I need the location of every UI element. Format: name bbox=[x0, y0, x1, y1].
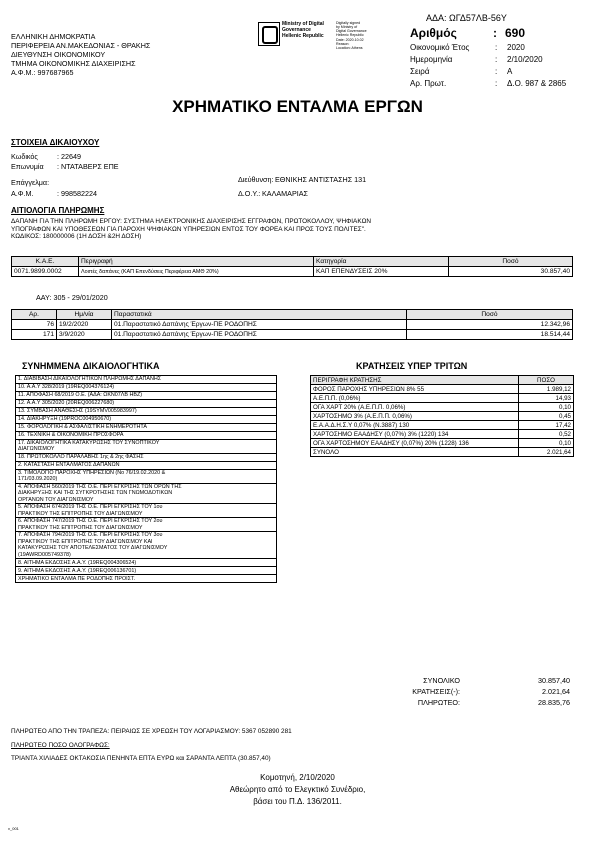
supporting-text: 7. ΑΠΟΦΑΣΗ 794/2019 ΤΗΣ Ο.Ε. ΠΕΡΙ ΕΓΚΡΙΣΗΣ ΤΟΥ 3ου bbox=[18, 532, 163, 539]
footer-line: Αθεώρητο από το Ελεγκτικό Συνέδριο, bbox=[229, 785, 366, 794]
summary-value: 28.835,76 bbox=[538, 698, 570, 707]
summary-value: 2.021,64 bbox=[542, 687, 570, 696]
supporting-item bbox=[16, 518, 277, 532]
supporting-item bbox=[16, 575, 277, 583]
supporting-item bbox=[16, 432, 277, 440]
supporting-cell bbox=[16, 408, 277, 416]
version-code: v_001 bbox=[8, 826, 19, 831]
supporting-cell bbox=[16, 575, 277, 583]
supporting-cell bbox=[16, 416, 277, 424]
ministry-block bbox=[282, 22, 324, 39]
table-row bbox=[12, 320, 573, 330]
meta-row: Οικονομικό Έτος : 2020 bbox=[410, 43, 590, 55]
ministry-line: Hellenic Republic bbox=[282, 32, 324, 39]
issuer-line: Α.Φ.Μ.: 997687965 bbox=[11, 68, 74, 77]
supporting-text: 6. ΑΠΟΦΑΣΗ 747/2019 ΤΗΣ Ο.Ε. ΠΕΡΙ ΕΓΚΡΙΣΗΣ ΤΟΥ 2ου bbox=[18, 518, 163, 525]
table-cell: 01.Παραστατικό Δαπάνης Έργων-ΠΕ ΡΟΔΟΠΗΣ bbox=[112, 330, 407, 340]
supporting-text: 1. ΔΙΑΒΙΒΑΣΗ ΔΙΚΑΙΟΛΟΓΗΤΙΚΩΝ ΠΛΗΡΩΜΗΣ ΔΑΠΑΝΗΣ bbox=[18, 376, 162, 383]
deduction-amount: 0,45 bbox=[519, 412, 574, 421]
supporting-cell bbox=[16, 392, 277, 400]
supporting-text: ΠΡΑΚΤΙΚΟΥ ΤΗΣ ΕΠΙΤΡΟΠΗΣ ΤΟΥ ΔΙΑΓΩΝΙΣΜΟΥ ΚΑΙ bbox=[18, 538, 153, 545]
signature-line: Date: 2020.10.02 bbox=[336, 37, 364, 42]
supporting-cell bbox=[16, 518, 277, 532]
table-row bbox=[12, 267, 573, 277]
meta-label: Οικονομικό Έτος bbox=[410, 43, 470, 52]
table-row bbox=[311, 394, 574, 403]
supporting-heading: ΣΥΝΗΜΜΕΝΑ ΔΙΚΑΙΟΛΟΓΗΤΙΚΑ bbox=[22, 361, 160, 371]
number-value: 690 bbox=[505, 26, 526, 40]
meta-value: 2/10/2020 bbox=[507, 55, 543, 64]
payment-heading: ΑΙΤΙΟΛΟΓΙΑ ΠΛΗΡΩΜΗΣ bbox=[11, 206, 105, 215]
supporting-cell bbox=[16, 469, 277, 483]
supporting-text: 4. ΑΠΟΦΑΣΗ 560/2019 ΤΗΣ Ο.Ε. ΠΕΡΙ ΕΓΚΡΙΣΗΣ ΤΩΝ ΟΡΩΝ ΤΗΣ bbox=[18, 483, 182, 490]
meta-label: Σειρά bbox=[410, 67, 430, 76]
footer-line: Κομοτηνή, 2/10/2020 bbox=[260, 773, 335, 782]
supporting-text: 15. ΦΟΡΟΛΟΓΙΚΗ & ΑΣΦΑΛΙΣΤΙΚΗ ΕΝΗΜΕΡΟΤΗΤΑ bbox=[18, 424, 147, 431]
beneficiary-address-label: Διεύθυνση: bbox=[238, 175, 274, 184]
meta-row: Ημερομηνία : 2/10/2020 bbox=[410, 55, 590, 67]
table-cell: 171 bbox=[12, 330, 57, 340]
summary-row bbox=[380, 687, 570, 698]
table-header-row bbox=[12, 310, 573, 320]
table-row bbox=[12, 330, 573, 340]
beneficiary-heading: ΣΤΟΙΧΕΙΑ ΔΙΚΑΙΟΥΧΟΥ bbox=[11, 138, 100, 147]
summary-row bbox=[380, 698, 570, 709]
table-cell: 12.342,96 bbox=[407, 320, 573, 330]
meta-label: Ημερομηνία bbox=[410, 55, 453, 64]
supporting-item bbox=[16, 392, 277, 400]
deduction-amount: 0,52 bbox=[519, 430, 574, 439]
amount-words-heading: ΠΛΗΡΩΤΕΟ ΠΟΣΟ ΟΛΟΓΡΑΦΩΣ: bbox=[11, 742, 110, 749]
deduction-description: ΟΓΑ ΧΑΡΤΟΣΗΜΟΥ ΕΑΑΔΗΣΥ (0,07%) 20% (1228) 136 bbox=[311, 439, 519, 448]
supporting-text: ΚΑΤΑΚΥΡΩΣΗΣ ΤΟΥ ΑΠΟΤΕΛΕΣΜΑΤΟΣ ΤΟΥ ΔΙΑΓΩΝΙΣΜΟΥ bbox=[18, 545, 168, 552]
deductions-table bbox=[310, 375, 574, 457]
total-row bbox=[311, 448, 574, 457]
supporting-text: 8. ΑΙΤΗΜΑ ΕΚΔΟΣΗΣ Α.Α.Υ. (19REQ004306524) bbox=[18, 559, 137, 566]
supporting-text: 16. ΤΕΧΝΙΚΗ & ΟΙΚΟΝΟΜΙΚΗ ΠΡΟΣΦΟΡΑ bbox=[18, 432, 124, 439]
kae-table bbox=[11, 256, 573, 277]
issuer-line: ΤΜΗΜΑ ΟΙΚΟΝΟΜΙΚΗΣ ΔΙΑΧΕΙΡΙΣΗΣ bbox=[11, 59, 136, 68]
signature-line: Reason: bbox=[336, 41, 350, 46]
beneficiary-afm-label: Α.Φ.Μ. bbox=[11, 189, 34, 198]
supporting-item bbox=[16, 567, 277, 575]
beneficiary-doy: ΚΑΛΑΜΑΡΙΑΣ bbox=[262, 189, 308, 198]
supporting-text: 17. ΔΙΚΑΙΟΛΟΓΗΤΙΚΑ ΚΑΤΑΚΥΡΩΣΗΣ ΤΟΥ ΣΥΝΟΠΤΙΚΟΥ bbox=[18, 440, 160, 446]
beneficiary-doy-label: Δ.Ο.Υ.: bbox=[238, 189, 261, 198]
table-row bbox=[311, 403, 574, 412]
col-header: Αρ. bbox=[12, 310, 57, 320]
col-header: Ημ/νία bbox=[57, 310, 112, 320]
digital-governance-logo-icon bbox=[258, 22, 280, 46]
table-row bbox=[311, 439, 574, 448]
supporting-cell bbox=[16, 440, 277, 454]
table-cell: 76 bbox=[12, 320, 57, 330]
supporting-item bbox=[16, 416, 277, 424]
supporting-text: 9. ΑΙΤΗΜΑ ΕΚΔΟΣΗΣ Α.Α.Υ. (19REQ006136701) bbox=[18, 567, 137, 574]
meta-row: Αρ. Πρωτ. : Δ.Ο. 987 & 2865 bbox=[410, 79, 590, 91]
summary-label: ΣΥΝΟΛΙΚΟ bbox=[423, 676, 460, 685]
supporting-item bbox=[16, 532, 277, 559]
summary-label: ΚΡΑΤΗΣΕΙΣ(-): bbox=[412, 687, 460, 696]
deduction-amount: 1.989,12 bbox=[519, 385, 574, 394]
signature-meta bbox=[336, 21, 367, 50]
table-cell: 3/9/2020 bbox=[57, 330, 112, 340]
table-cell: 30.857,40 bbox=[449, 267, 573, 277]
ministry-line: Governance bbox=[282, 26, 311, 33]
total-amount: 2.021,64 bbox=[519, 448, 574, 457]
meta-row: Σειρά : Α bbox=[410, 67, 590, 79]
meta-value: 2020 bbox=[507, 43, 525, 52]
table-cell: 18.514,44 bbox=[407, 330, 573, 340]
table-header-row bbox=[311, 376, 574, 385]
deduction-description: Ε.Α.Α.Δ.Η.Σ.Υ 0,07% (Ν.3887) 130 bbox=[311, 421, 519, 430]
supporting-item bbox=[16, 469, 277, 483]
payment-description bbox=[11, 218, 371, 241]
deduction-amount: 14,93 bbox=[519, 394, 574, 403]
supporting-text: 14. ΔΙΑΚΗΡΥΞΗ (19PROC004950670) bbox=[18, 416, 112, 423]
supporting-cell bbox=[16, 504, 277, 518]
signature-line: Hellenic Republic bbox=[336, 33, 364, 38]
supporting-text: 171/03.09.2020) bbox=[18, 476, 58, 483]
deduction-description: Α.Ε.Π.Π. (0,06%) bbox=[311, 394, 519, 403]
summary-value: 30.857,40 bbox=[538, 676, 570, 685]
supporting-text: ΠΡΑΚΤΙΚΟΥ ΤΗΣ ΕΠΙΤΡΟΠΗΣ ΤΟΥ ΔΙΑΓΩΝΙΣΜΟΥ bbox=[18, 524, 143, 531]
supporting-cell bbox=[16, 567, 277, 575]
supporting-cell bbox=[16, 453, 277, 461]
deduction-description: ΧΑΡΤΟΣΗΜΟ 3% (Α.Ε.Π.Π. 0,06%) bbox=[311, 412, 519, 421]
supporting-item bbox=[16, 559, 277, 567]
supporting-text: 5. ΑΠΟΦΑΣΗ 674/2019 ΤΗΣ Ο.Ε. ΠΕΡΙ ΕΓΚΡΙΣΗΣ ΤΟΥ 1ου bbox=[18, 504, 163, 511]
supporting-text: 13. ΣΥΜΒΑΣΗ ΑΝΑΘΕΣΗΣ (19SYMV005983997) bbox=[18, 408, 137, 415]
supporting-item bbox=[16, 376, 277, 384]
supporting-cell bbox=[16, 483, 277, 503]
table-row bbox=[311, 412, 574, 421]
summary-row bbox=[380, 676, 570, 687]
beneficiary-name-label: Επωνυμία bbox=[11, 162, 44, 171]
beneficiary-job-label: Επάγγελμα: bbox=[11, 178, 50, 187]
col-header: Κατηγορία bbox=[314, 257, 449, 267]
supporting-item bbox=[16, 440, 277, 454]
payment-line: ΔΑΠΑΝΗ ΓΙΑ ΤΗΝ ΠΛΗΡΩΜΗ ΕΡΓΟΥ: ΣΥΣΤΗΜΑ ΗΛΕΚΤΡΟΝΙΚΗΣ ΔΙΑΧΕΙΡΙΣΗΣ ΕΓΓΡΑΦΩΝ, ΠΡΩΤΟΚΟΛΛΟΥ, ΨΗΦΙΑΚΩΝ bbox=[11, 218, 371, 225]
deduction-amount: 0,10 bbox=[519, 439, 574, 448]
summary-label: ΠΛΗΡΩΤΕΟ: bbox=[417, 698, 460, 707]
supporting-text: ΟΡΓΑΝΩΝ ΤΟΥ ΔΙΑΓΩΝΙΣΜΟΥ bbox=[18, 496, 94, 503]
signature-line: Digital Governance bbox=[336, 29, 367, 34]
col-header: Ποσό bbox=[407, 310, 573, 320]
supporting-cell bbox=[16, 400, 277, 408]
meta-value: Α bbox=[507, 67, 513, 76]
meta-block bbox=[410, 43, 590, 91]
col-header: Παραστατικά bbox=[112, 310, 407, 320]
meta-value: Δ.Ο. 987 & 2865 bbox=[507, 79, 567, 88]
supporting-item bbox=[16, 408, 277, 416]
table-cell: 19/2/2020 bbox=[57, 320, 112, 330]
supporting-text: 3. ΤΙΜΟΛΟΓΙΟ ΠΑΡΟΧΗΣ ΥΠΗΡΕΣΙΩΝ (Νο 76/19.02.2020 & bbox=[18, 469, 166, 476]
issuer-line: ΕΛΛΗΝΙΚΗ ΔΗΜΟΚΡΑΤΙΑ bbox=[11, 32, 96, 41]
supporting-text: ΧΡΗΜΑΤΙΚΟ ΕΝΤΑΛΜΑ ΠΕ ΡΟΔΟΠΗΣ ΠΡΟΙΣΤ. bbox=[18, 575, 136, 582]
issuer-line: ΔΙΕΥΘΥΝΣΗ ΟΙΚΟΝΟΜΙΚΟΥ bbox=[11, 50, 106, 59]
signature-line: Digitally signed bbox=[336, 21, 361, 25]
supporting-text: 2. ΚΑΤΑΣΤΑΣΗ ΕΝΤΑΛΜΑΤΟΣ ΔΑΠΑΝΩΝ bbox=[18, 462, 120, 469]
table-cell: 0071.9899.0002 bbox=[12, 267, 79, 277]
payment-line: ΥΠΟΓΡΑΦΩΝ ΚΑΙ ΥΠΟΘΕΣΕΩΝ ΓΙΑ ΠΑΡΟΧΗ ΨΗΦΙΑΚΩΝ ΥΠΗΡΕΣΙΩΝ ΕΝΤΟΣ ΤΟΥ ΦΟΡΕΑ ΚΑΙ ΠΡΟΣ ΤΟΥΣ ΠΟΛΙΤΕΣ". bbox=[11, 225, 366, 233]
beneficiary-name: : ΝΤΑΤΑΒΕΡΣ ΕΠΕ bbox=[57, 162, 119, 171]
aay-line: ΑΑΥ: 305 - 29/01/2020 bbox=[36, 293, 108, 302]
table-cell: Λοιπές δαπάνες (ΚΑΠ Επενδύσεις Περιφέρεια ΑΜΘ 20%) bbox=[79, 267, 314, 277]
deduction-description: ΟΓΑ ΧΑΡΤ 20% (Α.Ε.Π.Π. 0,06%) bbox=[311, 403, 519, 412]
supporting-cell bbox=[16, 424, 277, 432]
supporting-item bbox=[16, 400, 277, 408]
beneficiary-address: ΕΘΝΙΚΗΣ ΑΝΤΙΣΤΑΣΗΣ 131 bbox=[275, 175, 367, 184]
deduction-amount: 17,42 bbox=[519, 421, 574, 430]
payment-line: ΚΩΔΙΚΟΣ: 180000006 (1Η ΔΟΣΗ &2Η ΔΟΣΗ) bbox=[11, 233, 142, 241]
deduction-description: ΧΑΡΤΟΣΗΜΟ ΕΑΑΔΗΣΥ (0,07%) 3% (1220) 134 bbox=[311, 430, 519, 439]
supporting-cell bbox=[16, 532, 277, 559]
beneficiary-code-label: Κωδικός bbox=[11, 152, 38, 161]
table-row bbox=[311, 430, 574, 439]
supporting-text: ΔΙΑΚΗΡΥΞΗΣ ΚΑΙ ΤΗΣ ΣΥΓΚΡΟΤΗΣΗΣ ΤΩΝ ΓΝΩΜΟΔΟΤΙΚΩΝ bbox=[18, 490, 173, 497]
supporting-item bbox=[16, 483, 277, 503]
amount-words: ΤΡΙΑΝΤΑ ΧΙΛΙΑΔΕΣ ΟΚΤΑΚΟΣΙΑ ΠΕΝΗΝΤΑ ΕΠΤΑ ΕΥΡΩ και ΣΑΡΑΝΤΑ ΛΕΠΤΑ (30.857,40) bbox=[11, 755, 271, 762]
table-header-row bbox=[12, 257, 573, 267]
supporting-table bbox=[15, 375, 277, 583]
table-row bbox=[311, 385, 574, 394]
supporting-text: 11. ΑΠΟΦΑΣΗ 68/2019 Ο.Ε. (ΑΔΑ: ΩΚΝ07ΛΒ ΗΒΖ) bbox=[18, 392, 143, 399]
footer-block bbox=[180, 772, 415, 808]
number-sep: : bbox=[493, 26, 497, 40]
bank-line: ΠΛΗΡΩΤΕΟ ΑΠΟ ΤΗΝ ΤΡΑΠΕΖΑ: ΠΕΙΡΑΙΩΣ ΣΕ ΧΡΕΩΣΗ ΤΟΥ ΛΟΓΑΡΙΑΣΜΟΥ: 5367 052890 281 bbox=[11, 728, 292, 735]
supporting-item bbox=[16, 453, 277, 461]
col-header: ΠΟΣΟ bbox=[519, 376, 574, 385]
supporting-item bbox=[16, 384, 277, 392]
deductions-heading: ΚΡΑΤΗΣΕΙΣ ΥΠΕΡ ΤΡΙΤΩΝ bbox=[356, 361, 468, 371]
issuer-line: ΠΕΡΙΦΕΡΕΙΑ ΑΝ.ΜΑΚΕΔΟΝΙΑΣ - ΘΡΑΚΗΣ bbox=[11, 41, 151, 50]
total-label: ΣΥΝΟΛΟ bbox=[311, 448, 519, 457]
supporting-text: ΔΙΑΓΩΝΙΣΜΟΥ bbox=[18, 446, 55, 453]
supporting-cell bbox=[16, 432, 277, 440]
footer-line: βάσει του Π.Δ. 136/2011. bbox=[253, 797, 342, 806]
col-header: Κ.Α.Ε. bbox=[12, 257, 79, 267]
supporting-text: (19AWRD005749378) bbox=[18, 551, 71, 558]
table-row bbox=[311, 421, 574, 430]
supporting-item bbox=[16, 424, 277, 432]
deduction-description: ΦΟΡΟΣ ΠΑΡΟΧΗΣ ΥΠΗΡΕΣΙΩΝ 8% 55 bbox=[311, 385, 519, 394]
supporting-cell bbox=[16, 376, 277, 384]
summary-block bbox=[380, 676, 570, 709]
col-header: Ποσό bbox=[449, 257, 573, 267]
signature-line: Location: Athens bbox=[336, 45, 363, 50]
supporting-text: 18. ΠΡΩΤΟΚΟΛΛΟ ΠΑΡΑΛΑΒΗΣ 1ης & 2ης ΦΑΣΗΣ bbox=[18, 454, 144, 461]
deduction-amount: 0,10 bbox=[519, 403, 574, 412]
docs-table bbox=[11, 309, 573, 340]
supporting-cell bbox=[16, 559, 277, 567]
page-title: ΧΡΗΜΑΤΙΚΟ ΕΝΤΑΛΜΑ ΕΡΓΩΝ bbox=[172, 97, 423, 116]
ministry-line: Ministry of Digital bbox=[282, 21, 324, 27]
beneficiary-afm: : 998582224 bbox=[57, 189, 97, 198]
supporting-text: ΠΡΑΚΤΙΚΟΥ ΤΗΣ ΕΠΙΤΡΟΠΗΣ ΤΟΥ ΔΙΑΓΩΝΙΣΜΟΥ bbox=[18, 510, 143, 517]
supporting-text: 12. Α.Α.Υ 305/2020 (20REQ006227680) bbox=[18, 400, 115, 407]
col-header: Περιγραφή bbox=[79, 257, 314, 267]
issuer-block bbox=[11, 32, 150, 77]
beneficiary-code: : 22649 bbox=[57, 152, 81, 161]
supporting-text: 10. Α.Α.Υ 328/2019 (19REQ004376124) bbox=[18, 384, 115, 391]
supporting-item bbox=[16, 461, 277, 469]
table-cell: ΚΑΠ ΕΠΕΝΔΥΣΕΙΣ 20% bbox=[314, 267, 449, 277]
ada-code: ΑΔΑ: ΩΓΔ57ΛΒ-56Υ bbox=[426, 13, 507, 23]
col-header: ΠΕΡΙΓΡΑΦΗ ΚΡΑΤΗΣΗΣ bbox=[311, 376, 519, 385]
supporting-item bbox=[16, 504, 277, 518]
supporting-cell bbox=[16, 384, 277, 392]
supporting-cell bbox=[16, 461, 277, 469]
number-label: Αριθμός bbox=[410, 26, 457, 40]
signature-line: by Ministry of bbox=[336, 25, 358, 30]
meta-label: Αρ. Πρωτ. bbox=[410, 79, 447, 88]
table-cell: 01.Παραστατικό Δαπάνης Έργων-ΠΕ ΡΟΔΟΠΗΣ bbox=[112, 320, 407, 330]
